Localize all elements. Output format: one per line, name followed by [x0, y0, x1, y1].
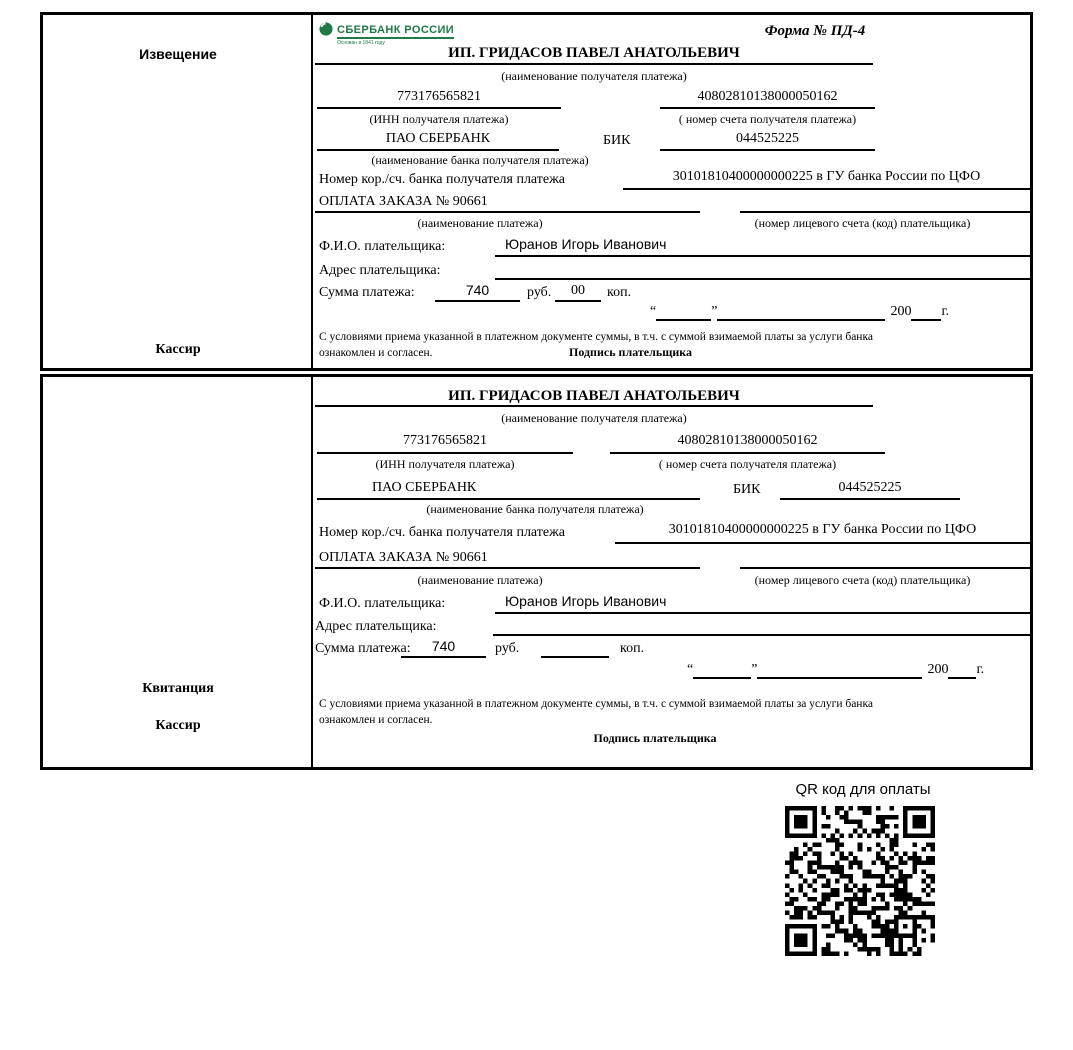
corr-account-label: Номер кор./сч. банка получателя платежа: [319, 525, 565, 540]
payment-name-value: ОПЛАТА ЗАКАЗА № 90661: [315, 549, 700, 569]
date-line: [650, 303, 949, 321]
year-line: [911, 306, 941, 321]
sberbank-logo-text: СБЕРБАНК РОССИИ: [337, 24, 454, 39]
payment-name-label: (наименование платежа): [417, 573, 543, 587]
qr-code: [785, 806, 935, 956]
notice-title: Извещение: [139, 46, 217, 62]
notice-cashier-label: Кассир: [155, 341, 201, 357]
payer-address-line: [493, 616, 1030, 636]
payer-fio-value: Юранов Игорь Иванович: [495, 236, 1030, 257]
sum-kop-value: [541, 638, 609, 658]
notice-content: [315, 15, 1030, 368]
sum-rub-value: 740: [435, 282, 520, 302]
close-quote: ”: [711, 304, 718, 319]
recipient-name: ИП. ГРИДАСОВ ПАВЕЛ АНАТОЛЬЕВИЧ: [315, 387, 873, 407]
close-quote: ”: [751, 662, 758, 677]
bank-name-value: ПАО СБЕРБАНК: [317, 130, 559, 151]
sum-kop-value: 00: [555, 282, 601, 302]
open-quote: “: [650, 304, 657, 319]
recipient-name: ИП. ГРИДАСОВ ПАВЕЛ АНАТОЛЬЕВИЧ: [315, 44, 873, 65]
payer-fio-label: Ф.И.О. плательщика:: [319, 596, 446, 611]
notice-section: [40, 12, 1033, 371]
sum-rub-value: 740: [401, 638, 486, 658]
corr-account-value: 30101810400000000225 в ГУ банка России по ЦФО: [623, 168, 1030, 190]
date-month-line: [757, 664, 922, 679]
payer-fio-value: Юранов Игорь Иванович: [495, 593, 1030, 614]
receipt-title: Квитанция: [142, 681, 214, 696]
year-line: [948, 664, 976, 679]
kop-label: коп.: [620, 641, 645, 656]
bik-label: БИК: [603, 133, 631, 148]
recipient-label: (наименование получателя платежа): [501, 411, 687, 425]
payer-address-line: [495, 260, 1030, 280]
sum-label: Сумма платежа:: [319, 285, 415, 300]
receipt-content: [315, 377, 1030, 767]
date-day-line: [693, 664, 751, 679]
payment-name-value: ОПЛАТА ЗАКАЗА № 90661: [315, 193, 700, 213]
qr-title: QR код для оплаты: [795, 781, 931, 798]
date-day-line: [656, 306, 711, 321]
bik-value: 044525225: [660, 130, 875, 151]
payer-signature-label: Подпись плательщика: [569, 345, 692, 359]
open-quote: “: [687, 662, 694, 677]
agreement-line2-row: [319, 346, 979, 361]
agreement-line2: ознакомлен и согласен.: [319, 347, 433, 359]
payer-fio-label: Ф.И.О. плательщика:: [319, 239, 446, 254]
sum-label: Сумма платежа:: [315, 641, 411, 656]
account-label: ( номер счета получателя платежа): [678, 112, 857, 126]
corr-account-value: 30101810400000000225 в ГУ банка России по ЦФО: [615, 521, 1030, 544]
receipt-cashier-label: Кассир: [155, 718, 201, 733]
agreement-line1: С условиями приема указанной в платежном документе суммы, в т.ч. с суммой взимаемой платы за услуги банка: [319, 331, 873, 343]
notice-left-cell: [43, 15, 313, 368]
year-prefix: 200: [890, 304, 912, 319]
payer-address-label: Адрес плательщика:: [315, 619, 437, 634]
rub-label: руб.: [527, 285, 552, 300]
payer-code-line: [740, 549, 1030, 569]
date-line: [687, 661, 984, 679]
kop-label: коп.: [607, 285, 632, 300]
payer-code-label: (номер лицевого счета (код) плательщика): [754, 216, 971, 230]
year-suffix: г.: [941, 304, 950, 319]
payer-code-label: (номер лицевого счета (код) плательщика): [754, 573, 971, 587]
rub-label: руб.: [495, 641, 520, 656]
account-value: 40802810138000050162: [610, 432, 885, 454]
inn-value: 773176565821: [317, 432, 573, 454]
payer-code-line: [740, 193, 1030, 213]
sberbank-logo: [319, 21, 454, 46]
sberbank-emblem-icon: [319, 22, 333, 42]
payer-signature-label: Подпись плательщика: [593, 731, 717, 745]
account-value: 40802810138000050162: [660, 88, 875, 109]
payment-name-label: (наименование платежа): [417, 216, 543, 230]
bik-label: БИК: [733, 482, 761, 497]
receipt-section: [40, 374, 1033, 770]
year-prefix: 200: [927, 662, 949, 677]
agreement-line1: С условиями приема указанной в платежном документе суммы, в т.ч. с суммой взимаемой платы за услуги банка: [319, 698, 873, 710]
sberbank-logo-tagline: Основан в 1841 году: [337, 39, 385, 46]
date-month-line: [717, 306, 885, 321]
inn-value: 773176565821: [317, 88, 561, 109]
bank-name-label: (наименование банка получателя платежа): [371, 153, 589, 167]
bik-value: 044525225: [780, 479, 960, 500]
year-suffix: г.: [976, 662, 985, 677]
account-label: ( номер счета получателя платежа): [658, 457, 837, 471]
bank-name-value: ПАО СБЕРБАНК: [317, 479, 700, 500]
agreement-line2: ознакомлен и согласен.: [319, 714, 433, 726]
form-title: Форма № ПД-4: [764, 23, 866, 39]
payer-address-label: Адрес плательщика:: [319, 263, 441, 278]
inn-label: (ИНН получателя платежа): [369, 112, 509, 126]
receipt-left-cell: [43, 377, 313, 767]
recipient-label: (наименование получателя платежа): [501, 69, 687, 83]
bank-name-label: (наименование банка получателя платежа): [426, 502, 644, 516]
inn-label: (ИНН получателя платежа): [375, 457, 515, 471]
corr-account-label: Номер кор./сч. банка получателя платежа: [319, 172, 565, 187]
